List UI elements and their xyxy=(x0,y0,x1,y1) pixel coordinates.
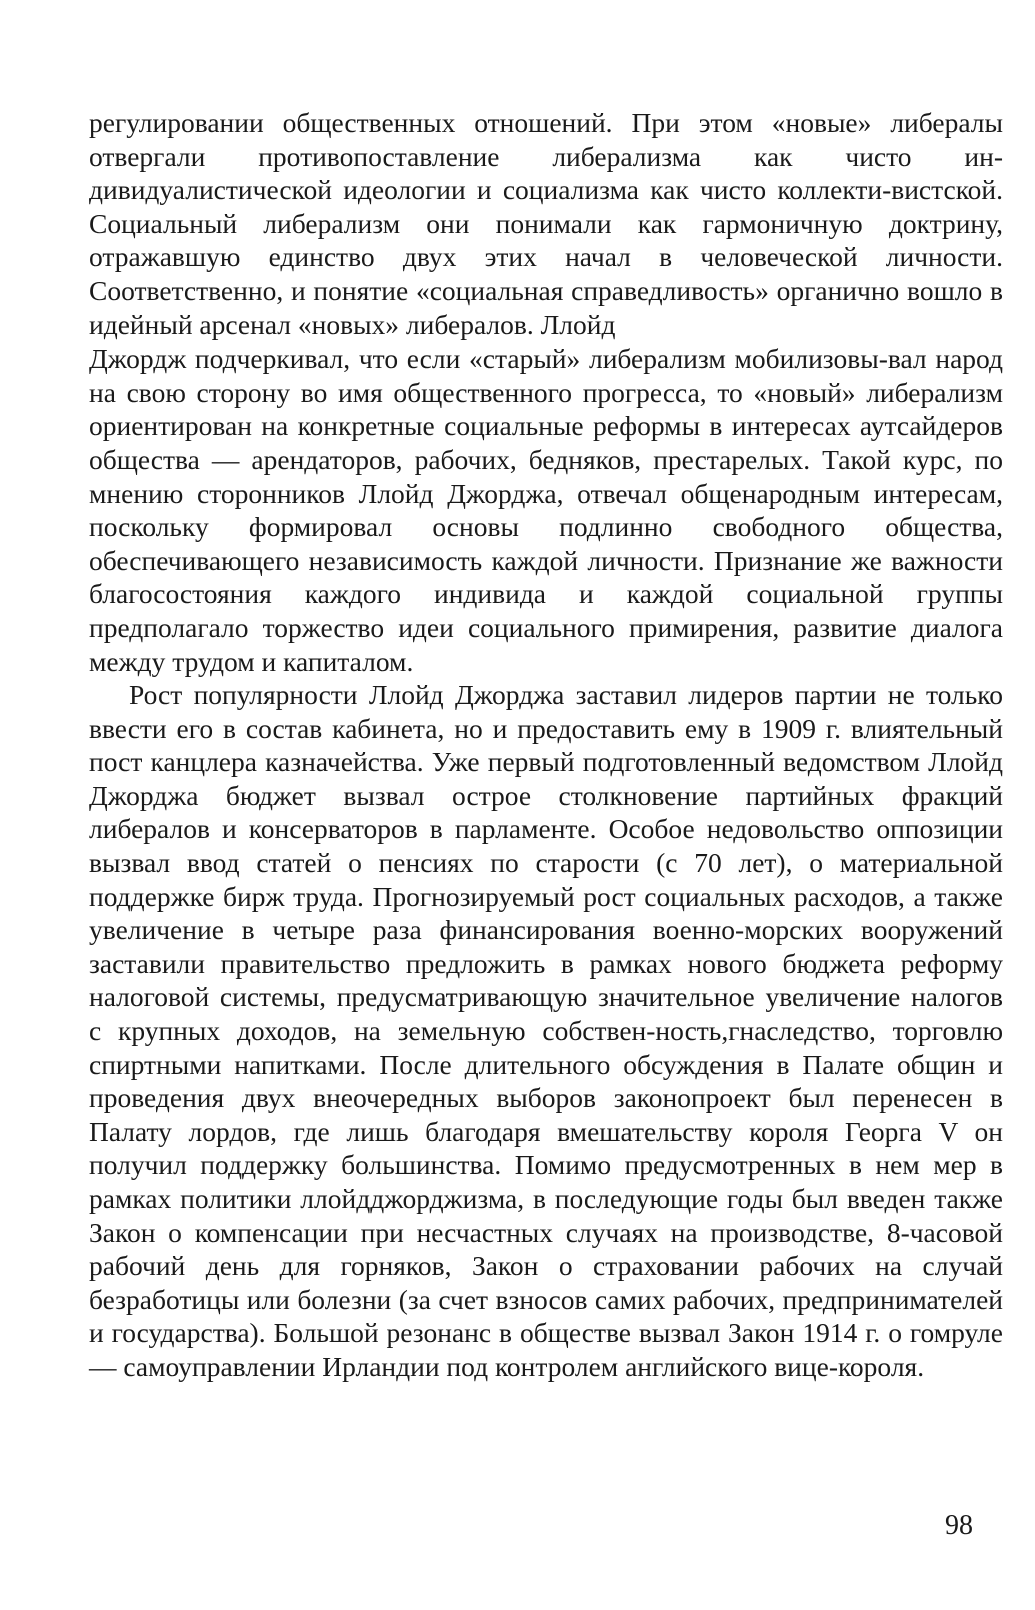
page-body xyxy=(89,106,1003,1384)
paragraph-3: Рост популярности Ллойд Джорджа заставил лидеров партии не только ввести его в состав кабинета, но и предоставить ему в 1909 г. влиятельный пост канцлера казначейства. Уже первый подготовленный ведомством Ллойд Джорджа бюджет вызвал острое столкновение партийных фракций либералов и консерваторов в парламенте. Особое недовольство оппозиции вызвал ввод статей о пенсиях по старости (с 70 лет), о материальной поддержке бирж труда. Прогнозируемый рост социальных расходов, а также увеличение в четыре раза финансирования военно-морских вооружений заставили правительство предложить в рамках нового бюджета реформу налоговой системы, предусматривающую значительное увеличение налогов с крупных доходов, на земельную собствен-ность,гнаследство, торговлю спиртными напитками. После длительного обсуждения в Палате общин и проведения двух внеочередных выборов законопроект был перенесен в Палату лордов, где лишь благодаря вмешательству короля Георга V он получил поддержку большинства. Помимо предусмотренных в нем мер в рамках политики ллойдджорджизма, в последующие годы был введен также Закон о компенсации при несчастных случаях на производстве, 8-часовой рабочий день для горняков, Закон о страховании рабочих на случай безработицы или болезни (за счет взносов самих рабочих, предпринимателей и государства). Большой резонанс в обществе вызвал Закон 1914 г. о гомруле — самоуправлении Ирландии под контролем английского вице-короля. xyxy=(89,679,1003,1382)
page-number: 98 xyxy=(945,1510,973,1541)
paragraph-1: регулировании общественных отношений. При этом «новые» либералы отвергали противопоставление либерализма как чисто ин-дивидуалистической идеологии и социализма как чисто коллекти-вистской. Социальный либерализм они понимали как гармоничную доктрину, отражавшую единство двух этих начал в человеческой личности. Соответственно, и понятие «социальная справедливость» органично вошло в идейный арсенал «новых» либералов. Ллойд xyxy=(89,107,1003,340)
paragraph-2: Джордж подчеркивал, что если «старый» либерализм мобилизовы-вал народ на свою сторону во имя общественного прогресса, то «новый» либерализм ориентирован на конкретные социальные реформы в интересах аутсайдеров общества — арендаторов, рабочих, бедняков, престарелых. Такой курс, по мнению сторонников Ллойд Джорджа, отвечал общенародным интересам, поскольку формировал основы подлинно свободного общества, обеспечивающего независимость каждой личности. Признание же важности благосостояния каждого индивида и каждой социальной группы предполагало торжество идеи социального примирения, развитие диалога между трудом и капиталом. xyxy=(89,343,1003,677)
